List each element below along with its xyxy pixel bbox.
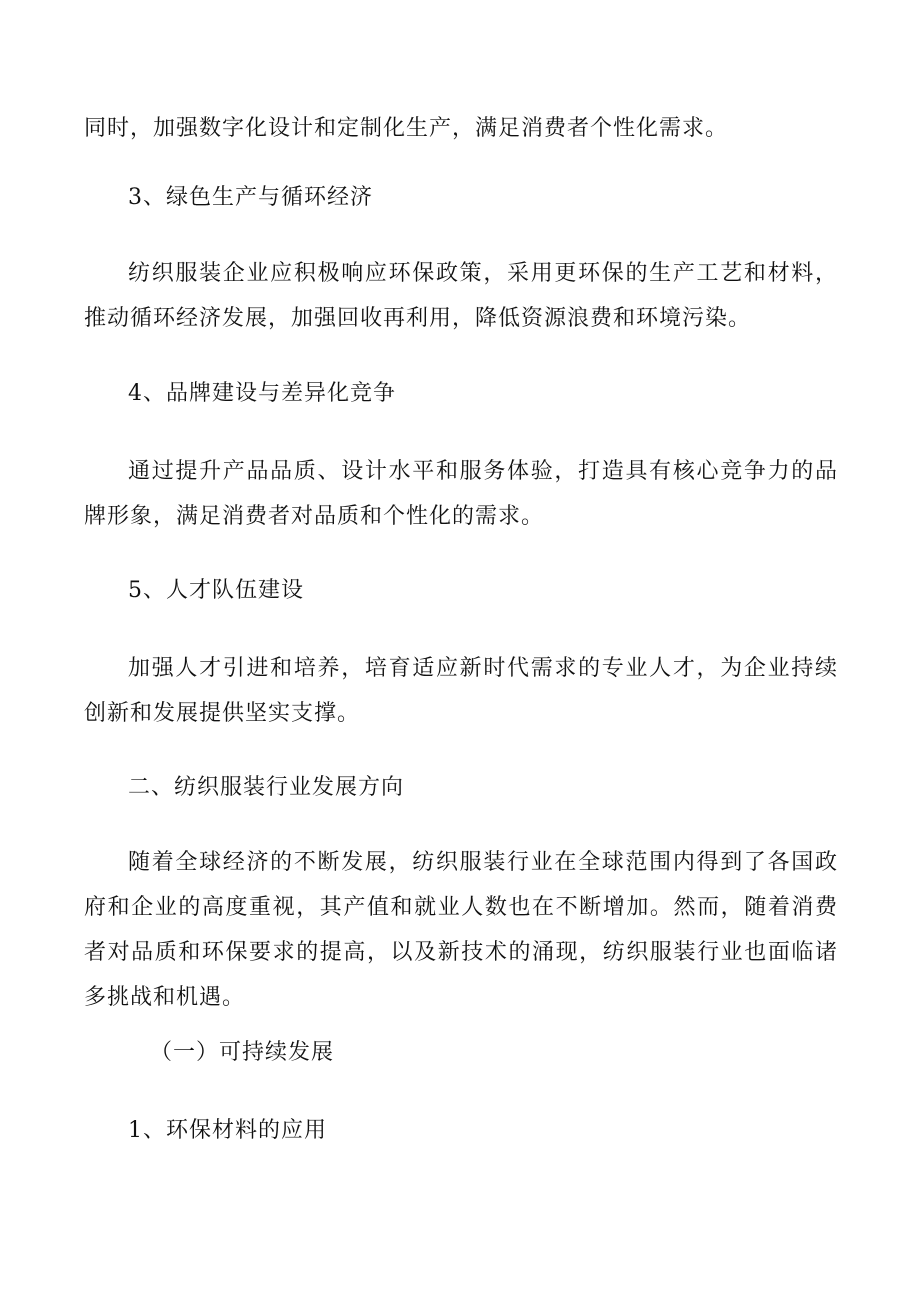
paragraph-green-production: 纺织服装企业应积极响应环保政策，采用更环保的生产工艺和材料，推动循环经济发展，加强回收再利用，降低资源浪费和环境污染。 <box>84 261 838 331</box>
chapter-heading-2: 二、纺织服装行业发展方向 <box>128 775 405 800</box>
section-heading-5: 5、人才队伍建设 <box>128 578 304 603</box>
paragraph-brand-building: 通过提升产品品质、设计水平和服务体验，打造具有核心竞争力的品牌形象，满足消费者对品质和个性化的需求。 <box>84 459 838 529</box>
section-heading-1: 1、环保材料的应用 <box>128 1118 327 1143</box>
paragraph-talent: 加强人才引进和培养，培育适应新时代需求的专业人才，为企业持续创新和发展提供坚实支撑。 <box>84 656 838 726</box>
section-heading-4: 4、品牌建设与差异化竞争 <box>128 381 396 406</box>
paragraph-continuation: 同时，加强数字化设计和定制化生产，满足消费者个性化需求。 <box>84 116 729 141</box>
subsection-heading-sustainable: （一）可持续发展 <box>150 1040 335 1065</box>
section-heading-3: 3、绿色生产与循环经济 <box>128 185 373 210</box>
paragraph-industry-direction: 随着全球经济的不断发展，纺织服装行业在全球范围内得到了各国政府和企业的高度重视，其产值和就业人数也在不断增加。然而，随着消费者对品质和环保要求的提高，以及新技术的涌现，纺织服装行业也面临诸多挑战和机遇。 <box>84 850 838 1010</box>
